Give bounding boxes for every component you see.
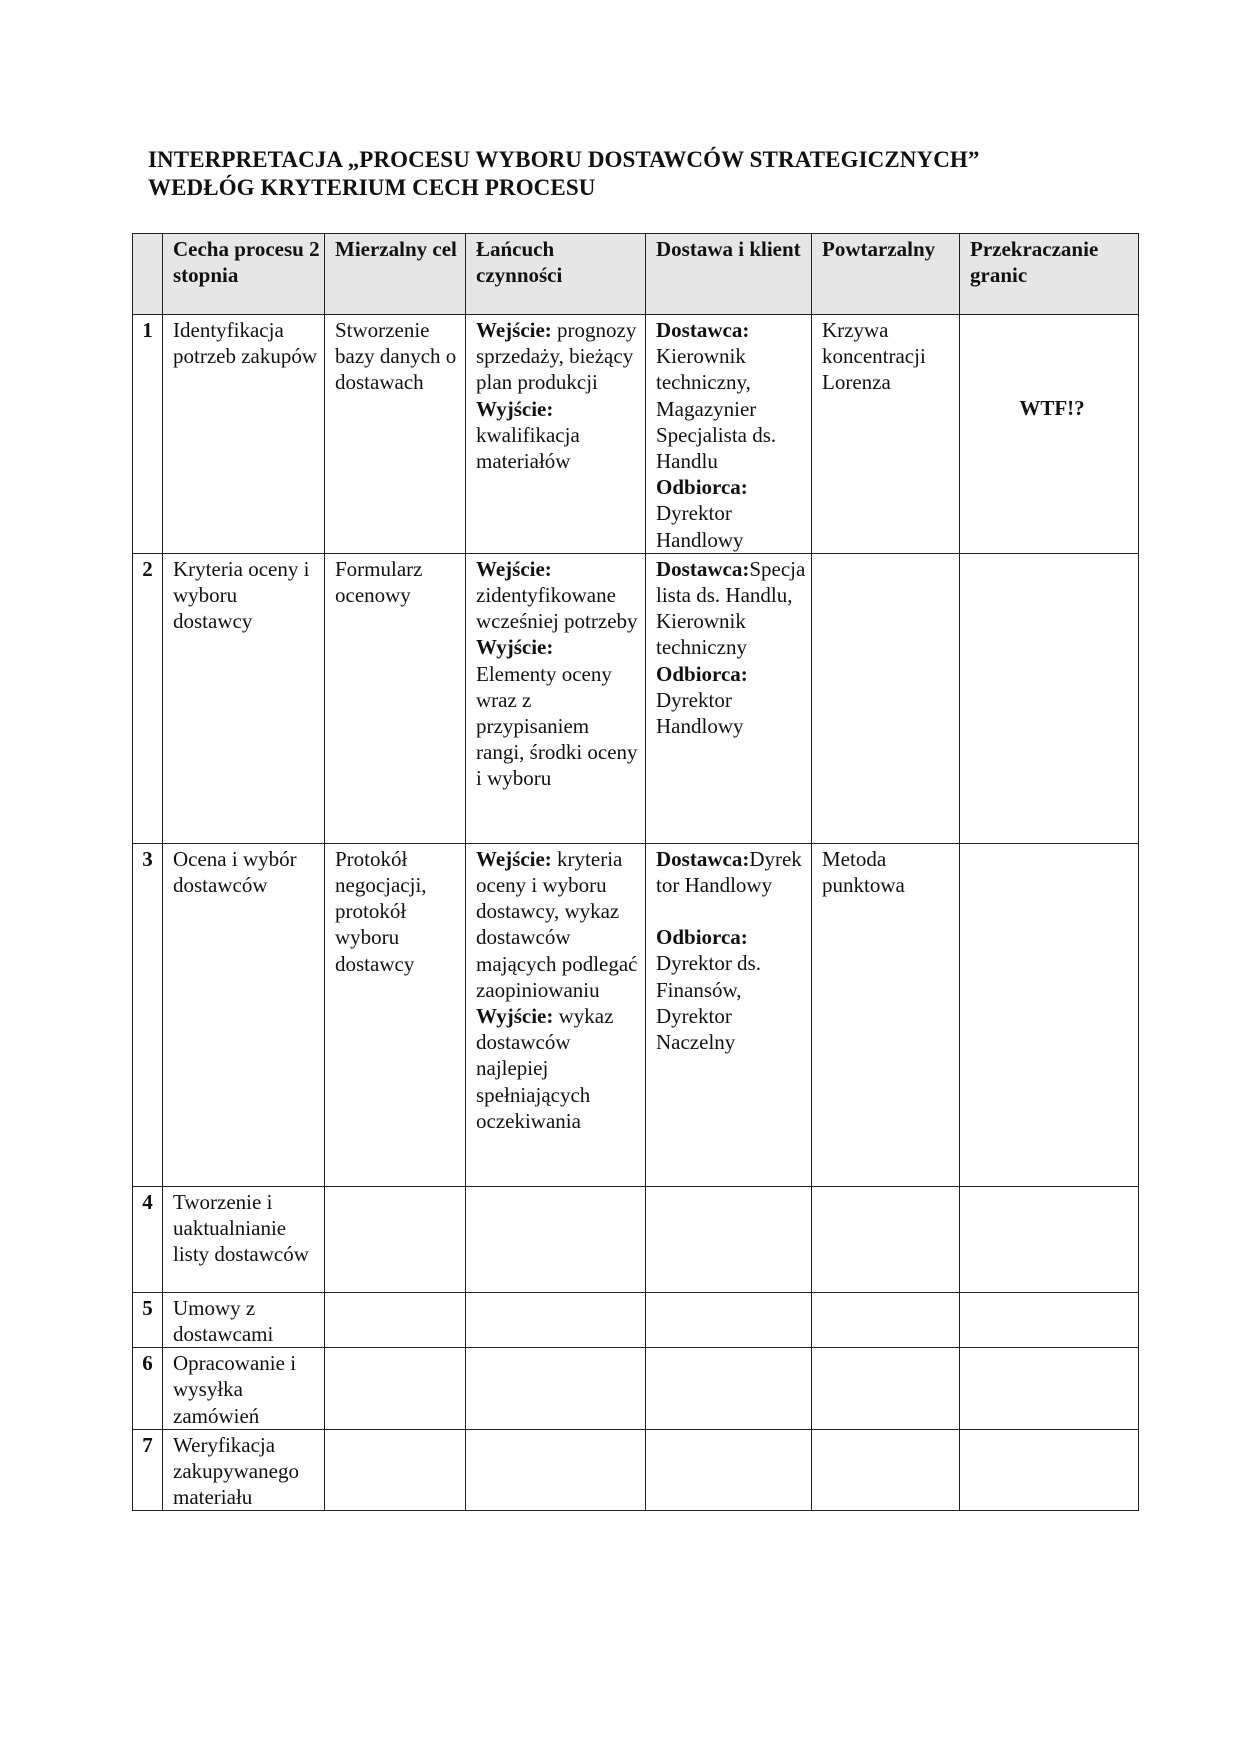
table-row bbox=[133, 1292, 1139, 1347]
mierzalny-cell bbox=[325, 1429, 466, 1511]
powtarzalny-cell bbox=[812, 1429, 960, 1511]
cecha-cell: Identyfikacja potrzeb zakupów bbox=[163, 315, 325, 554]
header-granice: Przekraczanie granic bbox=[960, 234, 1139, 315]
granice-note: WTF!? bbox=[1019, 396, 1085, 420]
wejscie-value: prognozy sprzedaży, bieżący plan produkcji bbox=[476, 318, 637, 395]
wyjscie-value: wykaz dostawców najlepiej spełniających oczekiwania bbox=[476, 1004, 614, 1133]
table-row bbox=[133, 843, 1139, 1186]
granice-cell bbox=[960, 1186, 1139, 1292]
dostawca-label: Dostawca: bbox=[656, 846, 750, 871]
mierzalny-cell bbox=[325, 1348, 466, 1430]
mierzalny-cell: Formularz ocenowy bbox=[325, 553, 466, 843]
dostawca-value: Kierownik techniczny, Magazynier Specjalista ds. Handlu bbox=[656, 344, 777, 474]
odbiorca-value: Dyrektor ds. Finansów, Dyrektor Naczelny bbox=[656, 951, 761, 1055]
document-title bbox=[148, 146, 1128, 202]
dostawa-cell bbox=[646, 1429, 812, 1511]
mierzalny-cell: Stworzenie bazy danych o dostawach bbox=[325, 315, 466, 554]
dostawa-cell bbox=[646, 1292, 812, 1347]
dostawca-label: Dostawca: bbox=[656, 556, 750, 581]
title-line-1: INTERPRETACJA „PROCESU WYBORU DOSTAWCÓW STRATEGICZNYCH” bbox=[148, 147, 980, 172]
powtarzalny-cell bbox=[812, 1292, 960, 1347]
lancuch-cell bbox=[466, 1186, 646, 1292]
wejscie-label: Wejście: bbox=[476, 846, 552, 871]
lancuch-cell bbox=[466, 843, 646, 1186]
lancuch-cell bbox=[466, 553, 646, 843]
powtarzalny-cell bbox=[812, 1186, 960, 1292]
granice-cell bbox=[960, 1348, 1139, 1430]
wejscie-value: zidentyfikowane wcześniej potrzeby bbox=[476, 583, 638, 634]
odbiorca-label: Odbiorca: bbox=[656, 925, 748, 950]
wejscie-label: Wejście: bbox=[476, 318, 552, 342]
cecha-cell: Tworzenie i uaktualnianie listy dostawców bbox=[163, 1186, 325, 1292]
mierzalny-cell bbox=[325, 1292, 466, 1347]
cecha-cell: Opracowanie i wysyłka zamówień bbox=[163, 1348, 325, 1430]
wejscie-label: Wejście: bbox=[476, 556, 552, 581]
wyjscie-label: Wyjście: bbox=[476, 396, 554, 421]
cecha-cell: Weryfikacja zakupywanego materiału bbox=[163, 1429, 325, 1511]
lancuch-cell bbox=[466, 1348, 646, 1430]
odbiorca-value: Dyrektor Handlowy bbox=[656, 687, 744, 739]
dostawa-cell bbox=[646, 1348, 812, 1430]
cecha-cell: Kryteria oceny i wyboru dostawcy bbox=[163, 553, 325, 843]
dostawa-cell bbox=[646, 1186, 812, 1292]
lancuch-cell bbox=[466, 1429, 646, 1511]
mierzalny-cell bbox=[325, 1186, 466, 1292]
cecha-cell: Ocena i wybór dostawców bbox=[163, 843, 325, 1186]
dostawa-spacer bbox=[656, 898, 807, 924]
row-number: 4 bbox=[133, 1186, 163, 1292]
granice-cell bbox=[960, 315, 1139, 554]
row-number: 5 bbox=[133, 1292, 163, 1347]
granice-cell bbox=[960, 553, 1139, 843]
table-row bbox=[133, 1186, 1139, 1292]
row-number: 2 bbox=[133, 553, 163, 843]
powtarzalny-cell: Krzywa koncentracji Lorenza bbox=[812, 315, 960, 554]
lancuch-cell bbox=[466, 1292, 646, 1347]
dostawca-value: Specjalista ds. Handlu, Kierownik techniczny bbox=[656, 556, 806, 660]
header-num-cell bbox=[133, 234, 163, 315]
header-dostawa: Dostawa i klient bbox=[646, 234, 812, 315]
wyjscie-label: Wyjście: bbox=[476, 1004, 554, 1029]
row-number: 1 bbox=[133, 315, 163, 554]
row-number: 6 bbox=[133, 1348, 163, 1430]
powtarzalny-cell: Metoda punktowa bbox=[812, 843, 960, 1186]
header-powtarzalny: Powtarzalny bbox=[812, 234, 960, 315]
header-cecha: Cecha procesu 2 stopnia bbox=[163, 234, 325, 315]
title-line-2: WEDŁÓG KRYTERIUM CECH PROCESU bbox=[148, 175, 596, 200]
header-mierzalny: Mierzalny cel bbox=[325, 234, 466, 315]
table-row bbox=[133, 315, 1139, 554]
dostawca-label: Dostawca: bbox=[656, 318, 750, 342]
granice-cell bbox=[960, 1429, 1139, 1511]
header-lancuch: Łańcuch czynności bbox=[466, 234, 646, 315]
header-row bbox=[133, 234, 1139, 315]
lancuch-cell bbox=[466, 315, 646, 554]
powtarzalny-cell bbox=[812, 1348, 960, 1430]
table-row bbox=[133, 1429, 1139, 1511]
dostawa-cell bbox=[646, 315, 812, 554]
granice-cell bbox=[960, 843, 1139, 1186]
dostawa-cell bbox=[646, 553, 812, 843]
odbiorca-label: Odbiorca: bbox=[656, 475, 748, 500]
wyjscie-label: Wyjście: bbox=[476, 635, 554, 660]
powtarzalny-cell bbox=[812, 553, 960, 843]
odbiorca-label: Odbiorca: bbox=[656, 661, 748, 686]
row-number: 7 bbox=[133, 1429, 163, 1511]
mierzalny-cell: Protokół negocjacji, protokół wyboru dostawcy bbox=[325, 843, 466, 1186]
row-number: 3 bbox=[133, 843, 163, 1186]
granice-cell bbox=[960, 1292, 1139, 1347]
table-row bbox=[133, 553, 1139, 843]
dostawa-cell bbox=[646, 843, 812, 1186]
wyjscie-value: kwalifikacja materiałów bbox=[476, 422, 580, 474]
wyjscie-value: Elementy oceny wraz z przypisaniem rangi, środki oceny i wyboru bbox=[476, 661, 638, 791]
process-table bbox=[132, 233, 1139, 1511]
wejscie-value: kryteria oceny i wyboru dostawcy, wykaz dostawców mających podlegać zaopiniowaniu bbox=[476, 846, 638, 1002]
dostawca-value: Dyrektor Handlowy bbox=[656, 846, 802, 898]
table-row bbox=[133, 1348, 1139, 1430]
odbiorca-value: Dyrektor Handlowy bbox=[656, 501, 744, 552]
cecha-cell: Umowy z dostawcami bbox=[163, 1292, 325, 1347]
